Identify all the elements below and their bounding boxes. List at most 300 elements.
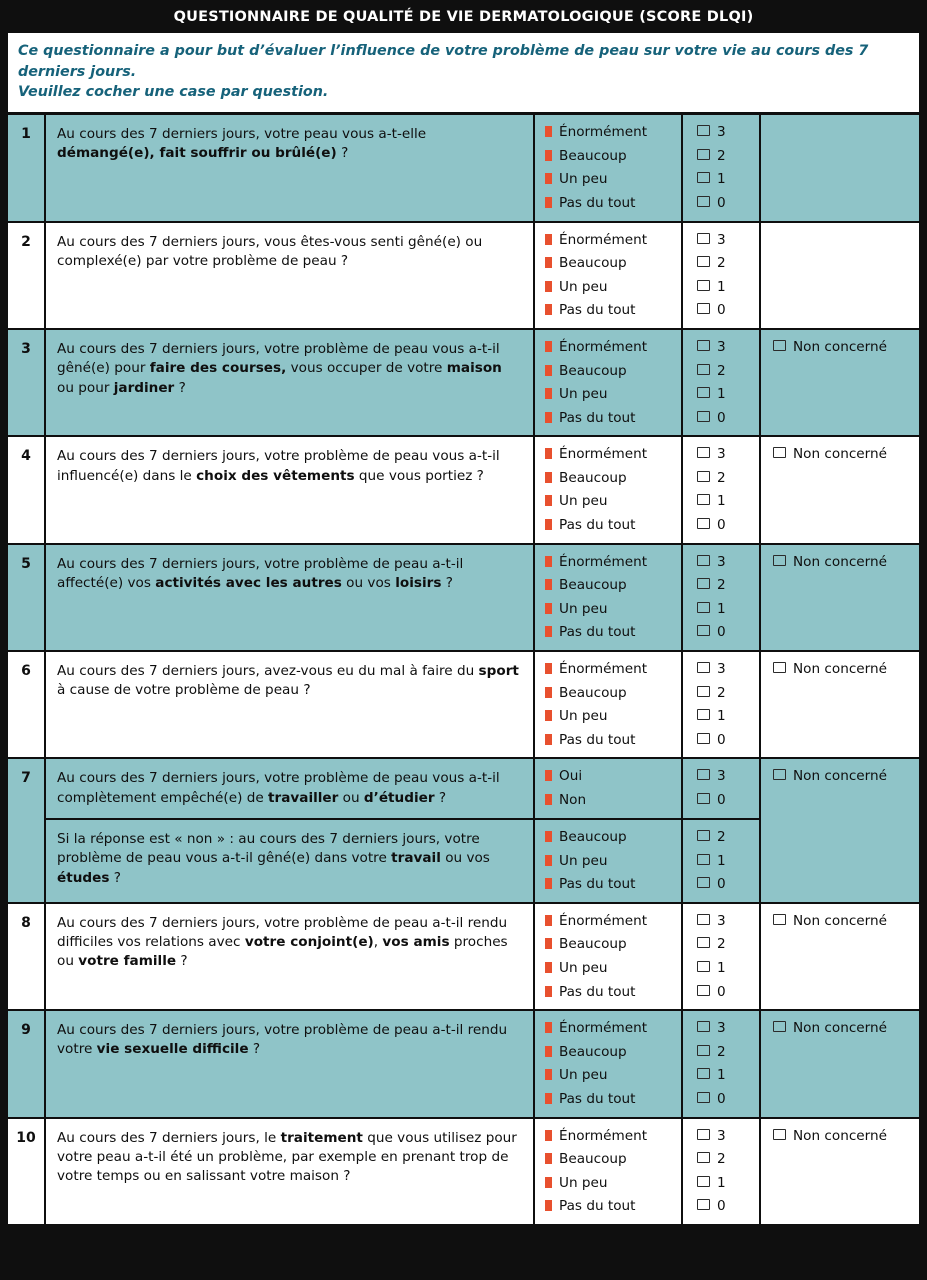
score-value: 2 <box>717 1151 726 1168</box>
checkbox-icon[interactable] <box>697 149 710 160</box>
checkbox-icon[interactable] <box>697 125 710 136</box>
question-text-cell <box>46 1011 535 1116</box>
option-item <box>545 602 681 617</box>
score-value: 2 <box>717 362 726 379</box>
question-text-segment: ? <box>109 869 121 886</box>
checkbox-icon[interactable] <box>697 196 710 207</box>
option-label: Un peu <box>559 708 608 725</box>
score-value: 0 <box>717 194 726 211</box>
question-text-segment: vous occuper de votre <box>286 360 447 377</box>
score-choice[interactable] <box>697 518 759 533</box>
checkbox-icon[interactable] <box>697 1021 710 1032</box>
options-cell <box>535 759 683 818</box>
score-choice[interactable] <box>697 555 759 570</box>
option-item <box>545 280 681 295</box>
checkbox-icon[interactable] <box>697 518 710 529</box>
options-cell <box>535 115 683 220</box>
score-choice[interactable] <box>697 447 759 462</box>
not-concerned-choice[interactable] <box>773 662 919 677</box>
page-title: QUESTIONNAIRE DE QUALITÉ DE VIE DERMATOLOGIQUE (SCORE DLQI) <box>8 6 919 33</box>
option-item <box>545 340 681 355</box>
option-item <box>545 961 681 976</box>
score-choice[interactable] <box>697 662 759 677</box>
score-choice[interactable] <box>697 411 759 426</box>
question-text-segment: Au cours des 7 derniers jours, votre problème de peau a-t-il rendu votre <box>57 1022 508 1058</box>
option-label: Pas du tout <box>559 517 636 534</box>
checkbox-icon[interactable] <box>697 280 710 291</box>
scores-cell <box>683 904 761 1009</box>
option-label: Énormément <box>559 1127 648 1144</box>
question-text-segment: ou pour <box>57 379 114 396</box>
bullet-square-icon <box>545 710 552 721</box>
question-row <box>8 330 919 437</box>
checkbox-icon[interactable] <box>697 877 710 888</box>
question-number: 4 <box>8 437 46 542</box>
option-item <box>545 1092 681 1107</box>
bullet-square-icon <box>545 150 552 161</box>
bullet-square-icon <box>545 915 552 926</box>
question-text-segment: activités avec les autres <box>155 574 342 591</box>
score-value: 2 <box>717 577 726 594</box>
question-row <box>8 115 919 222</box>
question-text-segment: Au cours des 7 derniers jours, vous êtes-vous senti gêné(e) ou complexé(e) par votre problème de peau ? <box>57 233 483 269</box>
question-text-segment: Au cours des 7 derniers jours, votre problème de peau vous a-t-il influencé(e) dans le <box>57 448 500 484</box>
scores-cell <box>683 437 761 542</box>
score-value: 3 <box>717 124 726 141</box>
checkbox-icon[interactable] <box>773 340 786 351</box>
option-item <box>545 830 681 845</box>
option-label: Un peu <box>559 959 608 976</box>
question-text-segment: Si la réponse est « non » : au cours des 7 derniers jours, votre problème de peau vous a-t-il gêné(e) dans votre <box>57 831 480 867</box>
checkbox-icon[interactable] <box>773 1021 786 1032</box>
question-text-segment: à cause de votre problème de peau ? <box>57 682 311 699</box>
score-choice[interactable] <box>697 340 759 355</box>
options-cell <box>535 437 683 542</box>
option-label: Énormément <box>559 446 648 463</box>
score-value: 2 <box>717 684 726 701</box>
question-text-segment: loisirs <box>395 574 442 591</box>
question-text-cell <box>46 330 535 435</box>
question-text-segment: études <box>57 869 110 886</box>
question-text-segment: votre famille <box>78 953 177 970</box>
question-text-segment: vos amis <box>382 934 450 951</box>
bullet-square-icon <box>545 1153 552 1164</box>
question-text-segment: Au cours des 7 derniers jours, votre problème de peau a-t-il rendu difficiles vos relations avec <box>57 914 508 951</box>
question-text-segment: que vous portiez ? <box>354 467 484 484</box>
score-choice[interactable] <box>697 1152 759 1167</box>
scores-cell <box>683 652 761 757</box>
checkbox-icon[interactable] <box>773 447 786 458</box>
option-item <box>545 555 681 570</box>
score-choice[interactable] <box>697 1176 759 1191</box>
checkbox-icon[interactable] <box>697 1129 710 1140</box>
bullet-square-icon <box>545 304 552 315</box>
options-cell <box>535 904 683 1009</box>
not-concerned-choice[interactable] <box>773 340 919 355</box>
bullet-square-icon <box>545 519 552 530</box>
option-label: Non <box>559 792 587 808</box>
option-item <box>545 149 681 164</box>
checkbox-icon[interactable] <box>697 830 710 841</box>
not-concerned-label: Non concerné <box>793 1127 887 1144</box>
not-concerned-cell <box>761 223 919 328</box>
checkbox-icon[interactable] <box>697 555 710 566</box>
score-choice[interactable] <box>697 1199 759 1214</box>
bullet-square-icon <box>545 281 552 292</box>
bullet-square-icon <box>545 448 552 459</box>
bullet-square-icon <box>545 938 552 949</box>
option-label: Un peu <box>559 386 608 403</box>
checkbox-icon[interactable] <box>697 303 710 314</box>
not-concerned-cell[interactable] <box>761 1011 919 1116</box>
scores-cell <box>683 1119 761 1224</box>
score-choice[interactable] <box>697 149 759 164</box>
question-number: 8 <box>8 904 46 1009</box>
checkbox-icon[interactable] <box>773 769 786 780</box>
not-concerned-choice[interactable] <box>773 914 919 929</box>
score-value: 2 <box>717 1043 726 1060</box>
option-item <box>545 877 681 892</box>
score-choice[interactable] <box>697 937 759 952</box>
checkbox-icon[interactable] <box>697 985 710 996</box>
checkbox-icon[interactable] <box>773 555 786 566</box>
bullet-square-icon <box>545 365 552 376</box>
scores-cell <box>683 759 761 818</box>
option-item <box>545 1045 681 1060</box>
option-item <box>545 769 681 784</box>
question-text-segment: votre conjoint(e) <box>244 934 374 951</box>
checkbox-icon[interactable] <box>697 447 710 458</box>
bullet-square-icon <box>545 962 552 973</box>
score-choice[interactable] <box>697 1092 759 1107</box>
bullet-square-icon <box>545 1022 552 1033</box>
option-item <box>545 709 681 724</box>
score-choice[interactable] <box>697 854 759 869</box>
score-choice[interactable] <box>697 625 759 640</box>
question-row <box>8 437 919 544</box>
options-cell <box>535 1011 683 1116</box>
bullet-square-icon <box>545 556 552 567</box>
checkbox-icon[interactable] <box>697 733 710 744</box>
score-choice[interactable] <box>697 1021 759 1036</box>
score-choice[interactable] <box>697 830 759 845</box>
bullet-square-icon <box>545 878 552 889</box>
bullet-square-icon <box>545 495 552 506</box>
score-choice[interactable] <box>697 733 759 748</box>
checkbox-icon[interactable] <box>697 662 710 673</box>
not-concerned-choice[interactable] <box>773 769 919 784</box>
checkbox-icon[interactable] <box>697 233 710 244</box>
checkbox-icon[interactable] <box>697 686 710 697</box>
score-value: 2 <box>717 829 726 845</box>
scores-cell <box>683 1011 761 1116</box>
checkbox-icon[interactable] <box>697 578 710 589</box>
bullet-square-icon <box>545 1177 552 1188</box>
not-concerned-cell[interactable] <box>761 904 919 1009</box>
bullet-square-icon <box>545 986 552 997</box>
option-item <box>545 937 681 952</box>
question-text-segment: ? <box>248 1041 261 1058</box>
option-label: Pas du tout <box>559 1198 636 1215</box>
checkbox-icon[interactable] <box>697 1152 710 1163</box>
question-text-segment: Au cours des 7 derniers jours, le <box>57 1129 281 1146</box>
not-concerned-label: Non concerné <box>793 1020 887 1037</box>
checkbox-icon[interactable] <box>697 854 710 865</box>
question-row <box>8 759 919 903</box>
score-value: 1 <box>717 278 726 295</box>
question-text-segment: travailler <box>268 789 339 806</box>
score-choice[interactable] <box>697 280 759 295</box>
not-concerned-cell[interactable] <box>761 759 919 901</box>
option-label: Un peu <box>559 852 608 869</box>
score-choice[interactable] <box>697 471 759 486</box>
bullet-square-icon <box>545 1069 552 1080</box>
checkbox-icon[interactable] <box>697 1176 710 1187</box>
option-item <box>545 1068 681 1083</box>
checkbox-icon[interactable] <box>697 625 710 636</box>
scores-cell <box>683 330 761 435</box>
score-value: 3 <box>717 1127 726 1144</box>
question-text-segment: Au cours des 7 derniers jours, votre problème de peau vous a-t-il gêné(e) pour <box>57 340 500 377</box>
question-text-cell <box>46 904 535 1009</box>
score-choice[interactable] <box>697 877 759 892</box>
checkbox-icon[interactable] <box>697 769 710 780</box>
question-text-cell <box>46 545 535 650</box>
score-choice[interactable] <box>697 494 759 509</box>
scores-cell <box>683 115 761 220</box>
not-concerned-label: Non concerné <box>793 446 887 463</box>
option-label: Beaucoup <box>559 936 627 953</box>
question-text-segment: , <box>373 934 383 951</box>
question-main-line <box>46 759 761 818</box>
option-item <box>545 1176 681 1191</box>
score-choice[interactable] <box>697 172 759 187</box>
question-text-segment: que vous utilisez pour votre peau a-t-il été un problème, par exemple en prenant trop de votre temps ou en salissant votre maison ? <box>57 1129 517 1185</box>
checkbox-icon[interactable] <box>697 364 710 375</box>
score-choice[interactable] <box>697 303 759 318</box>
score-choice[interactable] <box>697 709 759 724</box>
checkbox-icon[interactable] <box>697 1045 710 1056</box>
score-value: 1 <box>717 959 726 976</box>
score-choice[interactable] <box>697 1045 759 1060</box>
question-text-segment: ou vos <box>440 850 490 867</box>
score-value: 1 <box>717 708 726 725</box>
score-value: 3 <box>717 912 726 929</box>
question-row <box>8 1119 919 1224</box>
bullet-square-icon <box>545 770 552 781</box>
option-label: Énormément <box>559 338 648 355</box>
scores-cell <box>683 545 761 650</box>
question-text-segment: ou <box>338 789 364 806</box>
bullet-square-icon <box>545 412 552 423</box>
option-item <box>545 793 681 808</box>
option-item <box>545 686 681 701</box>
not-concerned-cell[interactable] <box>761 437 919 542</box>
option-item <box>545 625 681 640</box>
question-text-segment: Au cours des 7 derniers jours, votre problème de peau a-t-il affecté(e) vos <box>57 555 464 591</box>
score-choice[interactable] <box>697 686 759 701</box>
not-concerned-choice[interactable] <box>773 1129 919 1144</box>
option-label: Beaucoup <box>559 684 627 701</box>
not-concerned-cell <box>761 115 919 220</box>
score-value: 1 <box>717 600 726 617</box>
score-choice[interactable] <box>697 196 759 211</box>
not-concerned-choice[interactable] <box>773 1021 919 1036</box>
checkbox-icon[interactable] <box>697 411 710 422</box>
question-text-segment: ? <box>336 145 349 162</box>
bullet-square-icon <box>545 579 552 590</box>
question-text-segment: ? <box>434 789 447 806</box>
question-row <box>8 652 919 759</box>
option-label: Énormément <box>559 1020 648 1037</box>
score-choice[interactable] <box>697 125 759 140</box>
bullet-square-icon <box>545 173 552 184</box>
score-choice[interactable] <box>697 985 759 1000</box>
question-text-segment: choix des vêtements <box>196 467 355 484</box>
question-text-cell <box>46 223 535 328</box>
question-text-segment: Au cours des 7 derniers jours, votre problème de peau vous a-t-il complètement empêché(e) de <box>57 770 500 806</box>
not-concerned-label: Non concerné <box>793 338 887 355</box>
question-text-segment: d’étudier <box>363 789 435 806</box>
bullet-square-icon <box>545 855 552 866</box>
score-value: 3 <box>717 231 726 248</box>
scores-cell <box>683 223 761 328</box>
score-value: 1 <box>717 171 726 188</box>
bullet-square-icon <box>545 234 552 245</box>
not-concerned-cell[interactable] <box>761 545 919 650</box>
question-stack <box>46 759 761 901</box>
score-choice[interactable] <box>697 793 759 808</box>
question-sub-line <box>46 818 761 902</box>
option-item <box>545 578 681 593</box>
option-label: Pas du tout <box>559 1090 636 1107</box>
question-row <box>8 1011 919 1118</box>
question-number: 1 <box>8 115 46 220</box>
checkbox-icon[interactable] <box>697 256 710 267</box>
option-label: Pas du tout <box>559 876 636 893</box>
score-choice[interactable] <box>697 578 759 593</box>
intro-line-2: Veuillez cocher une case par question. <box>18 84 329 101</box>
question-text-segment: faire des courses, <box>149 360 287 377</box>
not-concerned-choice[interactable] <box>773 447 919 462</box>
checkbox-icon[interactable] <box>697 1092 710 1103</box>
score-value: 2 <box>717 936 726 953</box>
score-choice[interactable] <box>697 769 759 784</box>
score-choice[interactable] <box>697 256 759 271</box>
checkbox-icon[interactable] <box>697 1199 710 1210</box>
not-concerned-cell[interactable] <box>761 330 919 435</box>
option-item <box>545 364 681 379</box>
option-item <box>545 914 681 929</box>
checkbox-icon[interactable] <box>697 471 710 482</box>
question-text-cell <box>46 115 535 220</box>
checkbox-icon[interactable] <box>697 1068 710 1079</box>
option-item <box>545 196 681 211</box>
checkbox-icon[interactable] <box>773 914 786 925</box>
checkbox-icon[interactable] <box>697 961 710 972</box>
option-item <box>545 471 681 486</box>
option-label: Beaucoup <box>559 1151 627 1168</box>
question-text-segment: Au cours des 7 derniers jours, votre peau vous a-t-elle <box>57 126 427 143</box>
bullet-square-icon <box>545 687 552 698</box>
question-number: 6 <box>8 652 46 757</box>
score-value: 0 <box>717 792 726 808</box>
intro-line-1: Ce questionnaire a pour but d’évaluer l’influence de votre problème de peau sur votre vie au cours des 7 derniers jours. <box>18 43 869 80</box>
option-label: Énormément <box>559 661 648 678</box>
checkbox-icon[interactable] <box>697 793 710 804</box>
not-concerned-choice[interactable] <box>773 555 919 570</box>
option-item <box>545 387 681 402</box>
checkbox-icon[interactable] <box>773 1129 786 1140</box>
option-label: Beaucoup <box>559 255 627 272</box>
score-choice[interactable] <box>697 1129 759 1144</box>
score-value: 3 <box>717 1020 726 1037</box>
score-choice[interactable] <box>697 1068 759 1083</box>
checkbox-icon[interactable] <box>773 662 786 673</box>
question-text-cell <box>46 652 535 757</box>
checkbox-icon[interactable] <box>697 387 710 398</box>
option-label: Oui <box>559 768 583 785</box>
not-concerned-cell[interactable] <box>761 652 919 757</box>
option-item <box>545 125 681 140</box>
bullet-square-icon <box>545 197 552 208</box>
option-label: Un peu <box>559 600 608 617</box>
score-choice[interactable] <box>697 961 759 976</box>
option-label: Beaucoup <box>559 147 627 164</box>
question-row <box>8 223 919 330</box>
question-text-segment: sport <box>478 663 519 680</box>
checkbox-icon[interactable] <box>697 602 710 613</box>
score-choice[interactable] <box>697 233 759 248</box>
score-choice[interactable] <box>697 602 759 617</box>
option-label: Beaucoup <box>559 1043 627 1060</box>
checkbox-icon[interactable] <box>697 914 710 925</box>
checkbox-icon[interactable] <box>697 172 710 183</box>
bullet-square-icon <box>545 388 552 399</box>
bullet-square-icon <box>545 341 552 352</box>
not-concerned-label: Non concerné <box>793 768 887 785</box>
checkbox-icon[interactable] <box>697 937 710 948</box>
question-number: 7 <box>8 759 46 901</box>
score-choice[interactable] <box>697 364 759 379</box>
score-value: 0 <box>717 624 726 641</box>
option-item <box>545 233 681 248</box>
option-item <box>545 447 681 462</box>
bullet-square-icon <box>545 734 552 745</box>
bullet-square-icon <box>545 1200 552 1211</box>
checkbox-icon[interactable] <box>697 340 710 351</box>
question-text-segment: ? <box>441 574 453 591</box>
question-text-segment: vie sexuelle difficile <box>96 1041 249 1058</box>
question-text-segment: Au cours des 7 derniers jours, avez-vous eu du mal à faire du <box>57 663 479 680</box>
score-choice[interactable] <box>697 387 759 402</box>
score-value: 0 <box>717 517 726 534</box>
option-label: Beaucoup <box>559 577 627 594</box>
option-item <box>545 1129 681 1144</box>
question-text-cell <box>46 1119 535 1224</box>
score-value: 1 <box>717 386 726 403</box>
question-text-cell <box>46 759 535 818</box>
not-concerned-cell[interactable] <box>761 1119 919 1224</box>
score-choice[interactable] <box>697 914 759 929</box>
checkbox-icon[interactable] <box>697 709 710 720</box>
option-label: Pas du tout <box>559 409 636 426</box>
option-item <box>545 1021 681 1036</box>
option-label: Énormément <box>559 231 648 248</box>
question-text-segment: ? <box>174 379 186 396</box>
option-item <box>545 1152 681 1167</box>
checkbox-icon[interactable] <box>697 494 710 505</box>
